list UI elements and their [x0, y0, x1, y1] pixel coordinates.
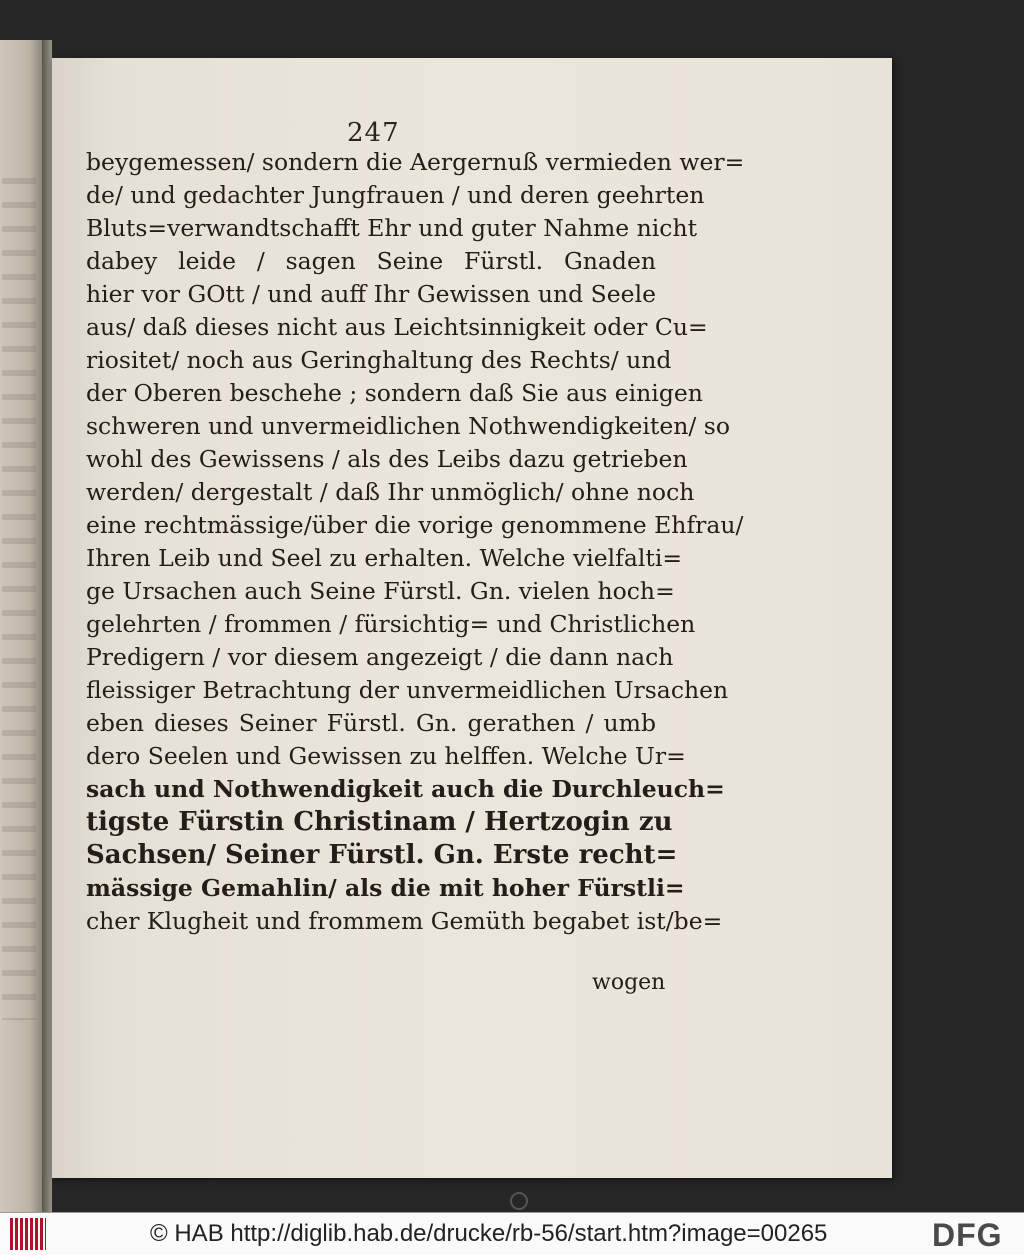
- book-gutter: [42, 40, 52, 1212]
- page-number: 247: [347, 118, 400, 148]
- footer-bar: [0, 1212, 1024, 1255]
- text-line: dero Seelen und Gewissen zu helffen. Welche Ur=: [86, 742, 686, 770]
- scan-mark-circle: [510, 1192, 528, 1210]
- dfg-logo: DFG: [932, 1217, 1003, 1253]
- text-line: Predigern / vor diesem angezeigt / die dann nach: [86, 643, 674, 671]
- page-text-block: [86, 146, 745, 938]
- text-line: eine rechtmässige/über die vorige genommene Ehfrau/: [86, 511, 744, 539]
- text-line: riositet/ noch aus Geringhaltung des Rechts/ und: [86, 346, 672, 374]
- text-line: eben dieses Seiner Fürstl. Gn. gerathen / umb: [86, 709, 656, 737]
- text-line: aus/ daß dieses nicht aus Leichtsinnigkeit oder Cu=: [86, 313, 708, 341]
- text-line: de/ und gedachter Jungfrauen / und deren geehrten: [86, 181, 705, 209]
- left-page-edge: [0, 40, 42, 1212]
- text-line: ge Ursachen auch Seine Fürstl. Gn. vielen hoch=: [86, 577, 675, 605]
- text-line: cher Klugheit und frommem Gemüth begabet ist/be=: [86, 907, 723, 935]
- text-line: schweren und unvermeidlichen Nothwendigkeiten/ so: [86, 412, 730, 440]
- copyright-link[interactable]: © HAB http://diglib.hab.de/drucke/rb-56/start.htm?image=00265: [150, 1220, 828, 1247]
- left-page-text-bleed: [2, 160, 36, 1020]
- text-line: dabey leide / sagen Seine Fürstl. Gnaden: [86, 247, 656, 275]
- text-line: mässige Gemahlin/ als die mit hoher Fürstli=: [86, 874, 685, 902]
- text-line: wohl des Gewissens / als des Leibs dazu getrieben: [86, 445, 688, 473]
- text-line: tigste Fürstin Christinam / Hertzogin zu: [86, 807, 673, 837]
- text-line: beygemessen/ sondern die Aergernuß vermieden wer=: [86, 148, 745, 176]
- text-line: Ihren Leib und Seel zu erhalten. Welche vielfalti=: [86, 544, 683, 572]
- text-line: hier vor GOtt / und auff Ihr Gewissen und Seele: [86, 280, 656, 308]
- text-line: sach und Nothwendigkeit auch die Durchleuch=: [86, 775, 725, 803]
- text-line: Bluts=verwandtschafft Ehr und guter Nahme nicht: [86, 214, 698, 242]
- text-line: gelehrten / frommen / fürsichtig= und Christlichen: [86, 610, 696, 638]
- catchword: wogen: [592, 970, 666, 995]
- text-line: fleissiger Betrachtung der unvermeidlichen Ursachen: [86, 676, 729, 704]
- text-line: der Oberen beschehe ; sondern daß Sie aus einigen: [86, 379, 703, 407]
- barcode-icon: [10, 1218, 46, 1250]
- text-line: Sachsen/ Seiner Fürstl. Gn. Erste recht=: [86, 840, 678, 870]
- text-line: werden/ dergestalt / daß Ihr unmöglich/ ohne noch: [86, 478, 695, 506]
- book-page: [52, 58, 892, 1178]
